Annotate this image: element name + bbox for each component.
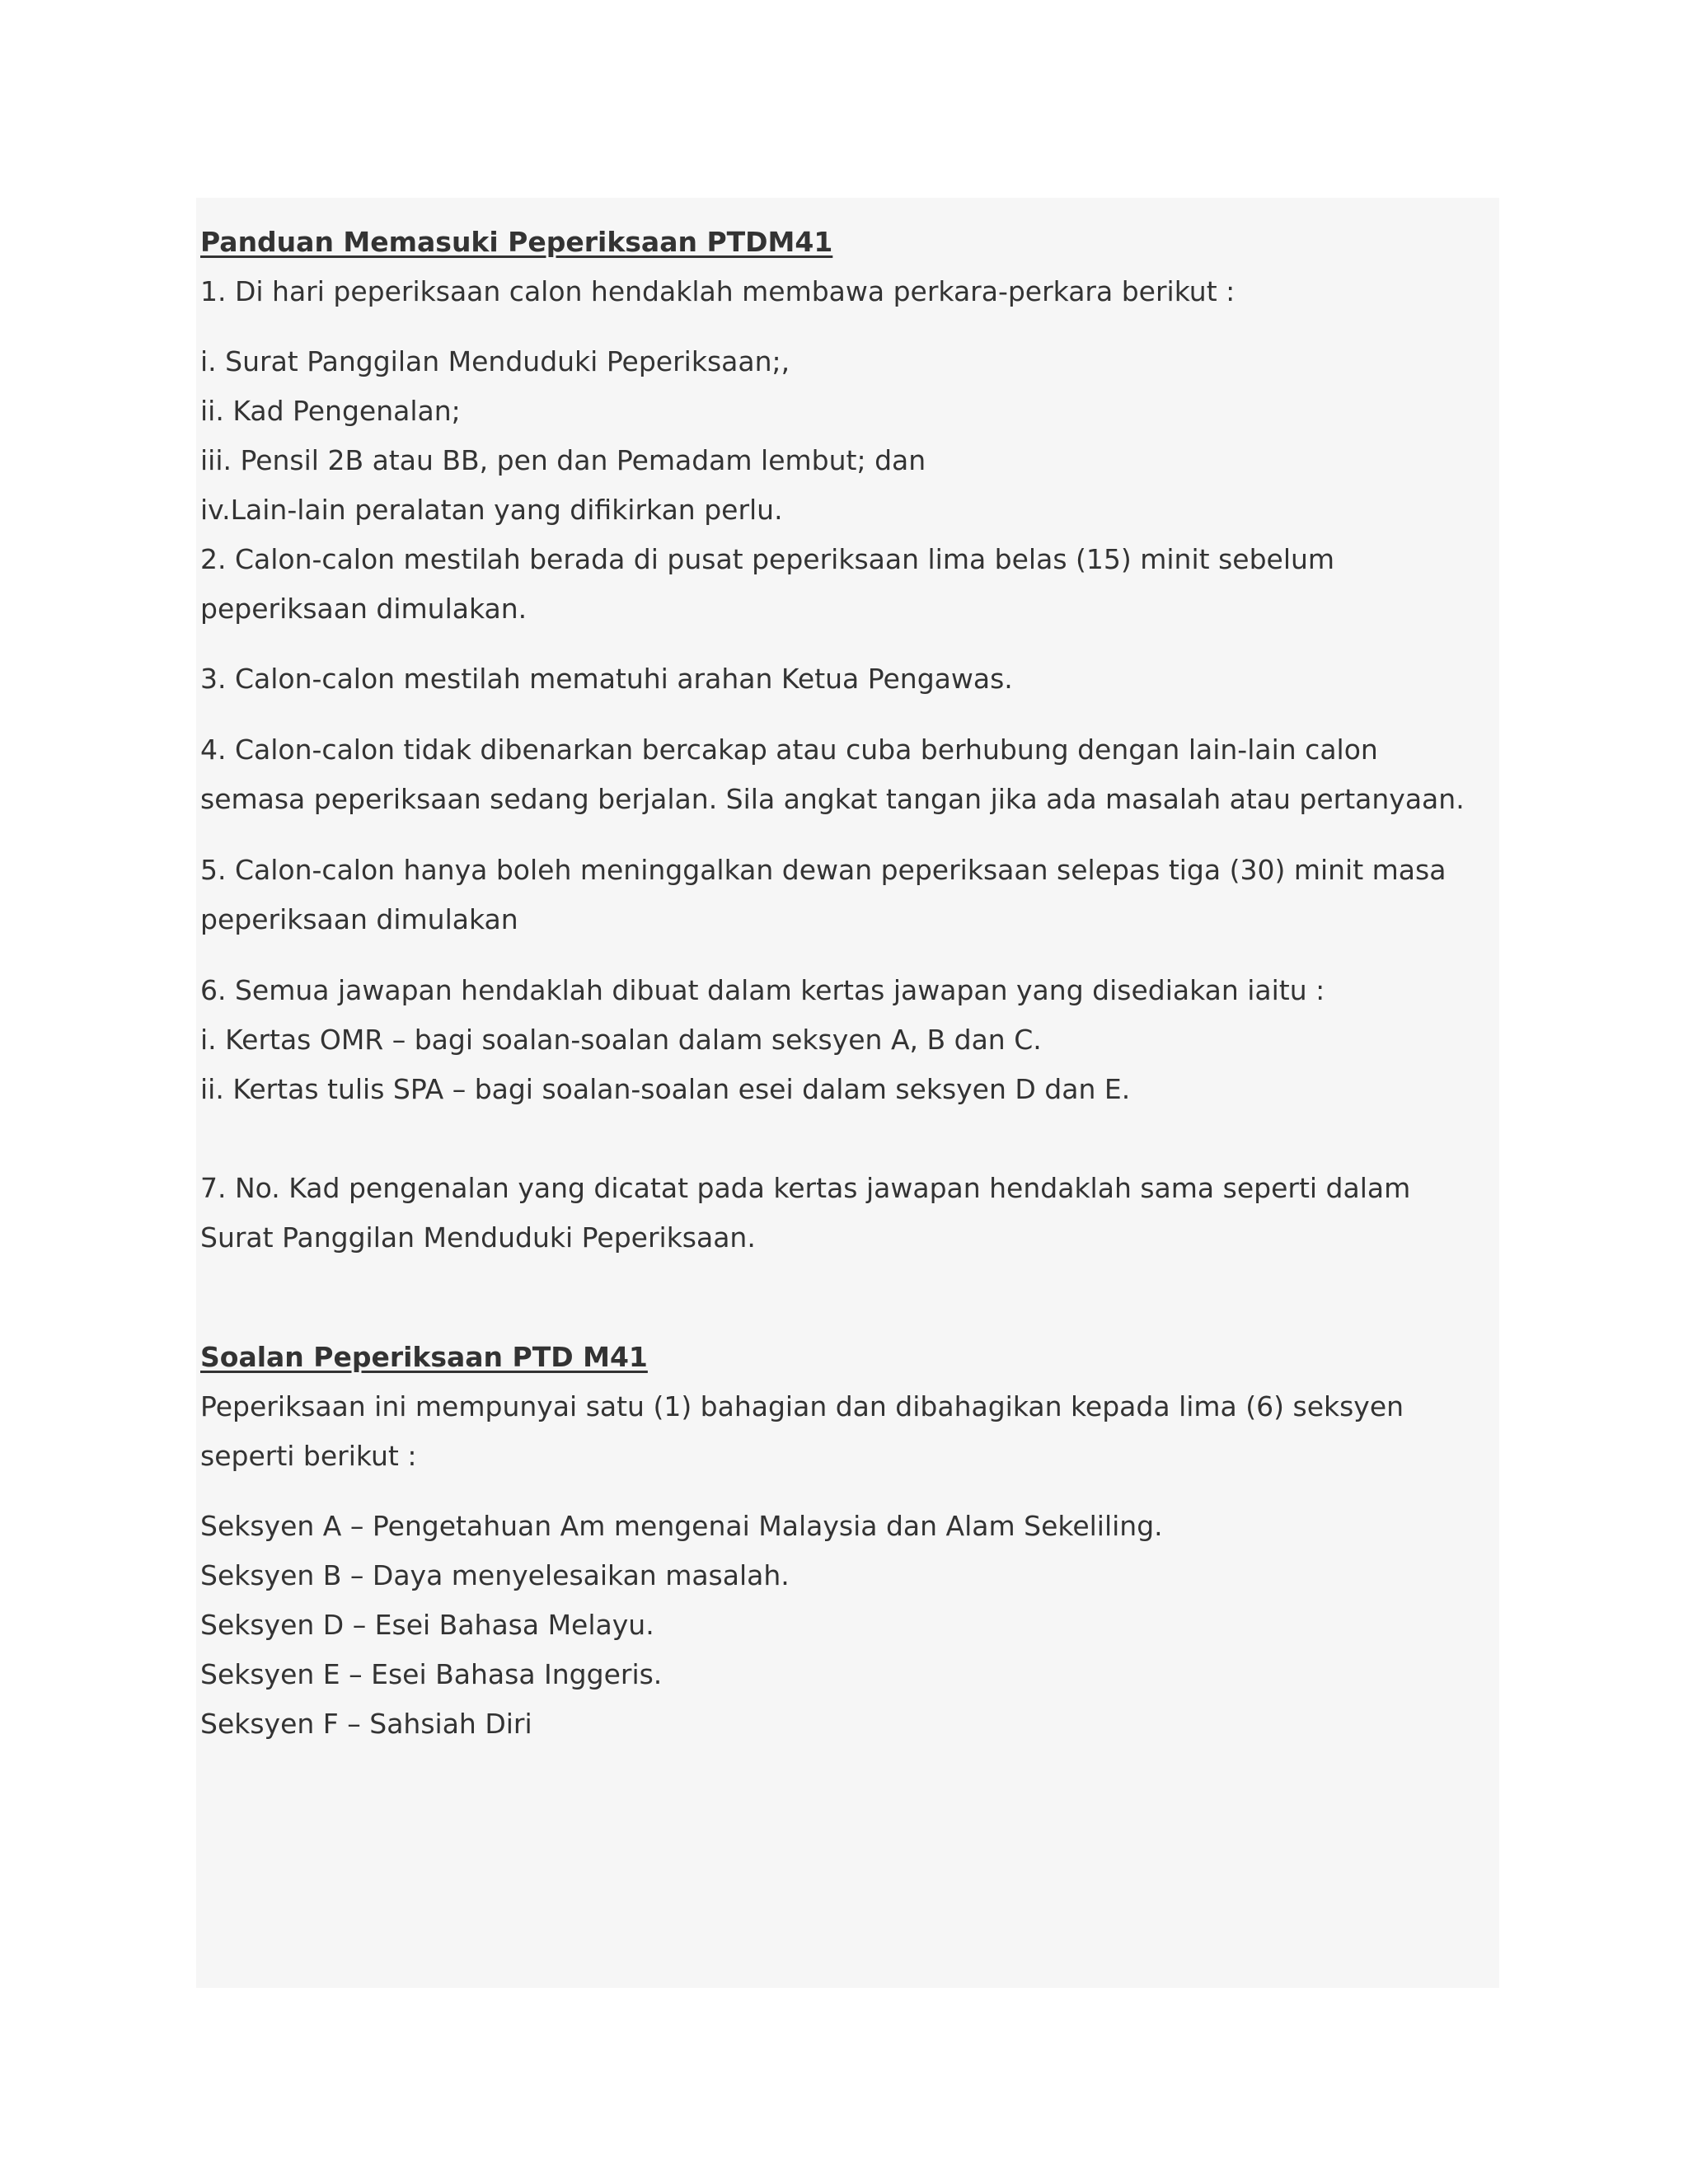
item-1-intro: 1. Di hari peperiksaan calon hendaklah membawa perkara-perkara berikut :: [200, 275, 1236, 307]
seksyen-item: Seksyen D – Esei Bahasa Melayu.: [200, 1609, 654, 1641]
section-heading-panduan: Panduan Memasuki Peperiksaan PTDM41: [200, 226, 833, 258]
item-2: 2. Calon-calon mestilah berada di pusat peperiksaan lima belas (15) minit sebelum peperiksaan dimulakan.: [200, 543, 1335, 625]
item-4: 4. Calon-calon tidak dibenarkan bercakap atau cuba berhubung dengan lain-lain calon semasa peperiksaan sedang berjalan. Sila angkat tangan jika ada masalah atau pertanyaan.: [200, 733, 1465, 815]
item-1-list-item: iv.Lain-lain peralatan yang difikirkan perlu.: [200, 494, 783, 526]
item-3: 3. Calon-calon mestilah mematuhi arahan Ketua Pengawas.: [200, 663, 1013, 695]
soalan-intro: Peperiksaan ini mempunyai satu (1) bahagian dan dibahagikan kepada lima (6) seksyen seperti berikut :: [200, 1390, 1404, 1472]
item-6-list-item: i. Kertas OMR – bagi soalan-soalan dalam seksyen A, B dan C.: [200, 1024, 1042, 1056]
document-content: [200, 218, 1470, 1749]
item-6-intro: 6. Semua jawapan hendaklah dibuat dalam kertas jawapan yang disediakan iaitu :: [200, 974, 1325, 1006]
item-6-list-item: ii. Kertas tulis SPA – bagi soalan-soalan esei dalam seksyen D dan E.: [200, 1073, 1131, 1105]
section-heading-soalan: Soalan Peperiksaan PTD M41: [200, 1341, 648, 1373]
seksyen-item: Seksyen F – Sahsiah Diri: [200, 1708, 532, 1740]
seksyen-item: Seksyen E – Esei Bahasa Inggeris.: [200, 1658, 663, 1690]
item-7: 7. No. Kad pengenalan yang dicatat pada kertas jawapan hendaklah sama seperti dalam Surat Panggilan Menduduki Peperiksaan.: [200, 1172, 1411, 1254]
seksyen-item: Seksyen B – Daya menyelesaikan masalah.: [200, 1559, 790, 1591]
item-1-list-item: iii. Pensil 2B atau BB, pen dan Pemadam lembut; dan: [200, 444, 926, 476]
seksyen-item: Seksyen A – Pengetahuan Am mengenai Malaysia dan Alam Sekeliling.: [200, 1510, 1163, 1542]
item-1-list-item: ii. Kad Pengenalan;: [200, 395, 461, 427]
item-1-list-item: i. Surat Panggilan Menduduki Peperiksaan;,: [200, 345, 790, 377]
item-5: 5. Calon-calon hanya boleh meninggalkan dewan peperiksaan selepas tiga (30) minit masa peperiksaan dimulakan: [200, 854, 1447, 935]
